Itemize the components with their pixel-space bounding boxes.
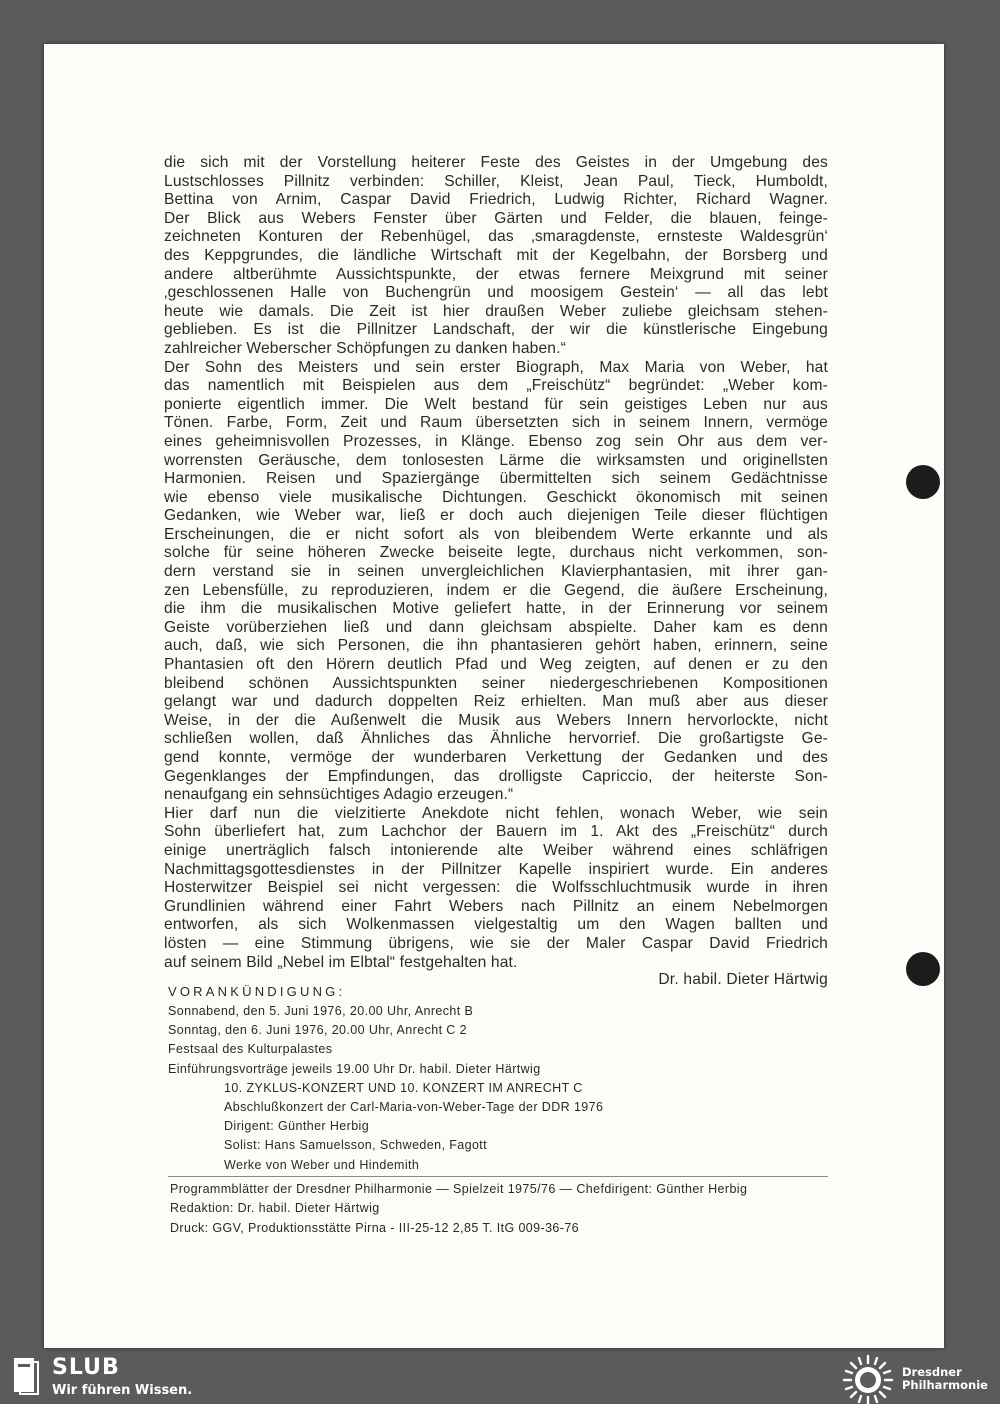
imprint — [170, 1180, 840, 1238]
philharmonie-name — [902, 1366, 988, 1392]
announcement-line: Einführungsvorträge jeweils 19.00 Uhr Dr. habil. Dieter Härtwig — [168, 1061, 541, 1076]
program-line: 10. ZYKLUS-KONZERT UND 10. KONZERT IM ANRECHT C — [224, 1080, 583, 1095]
slub-logo-icon — [12, 1356, 40, 1396]
text-line: das namentlich mit Beispielen aus dem „Freischütz“ begründet: „Weber kom- — [164, 377, 828, 395]
announcement-heading: VORANKÜNDIGUNG: — [168, 984, 346, 999]
text-line: Hier darf nun die vielzitierte Anekdote nicht fehlen, wonach Weber, wie sein — [164, 804, 828, 822]
text-line: wie ebenso viele musikalische Dichtungen. Geschickt ökonomisch mit seinen — [164, 488, 828, 506]
text-line: Nachmittagsgottesdienstes in der Pillnitzer Kapelle inspiriert wurde. Ein anderes — [164, 860, 828, 878]
text-line: gend konnte, vermöge der wunderbaren Verkettung der Gedanken und des — [164, 749, 828, 766]
imprint-line: Programmblätter der Dresdner Philharmonie — Spielzeit 1975/76 — Chefdirigent: Günther Herbig — [170, 1182, 748, 1196]
imprint-line: Druck: GGV, Produktionsstätte Pirna - III-25-12 2,85 T. ItG 009-36-76 — [170, 1220, 580, 1235]
text-line: Hosterwitzer Beispiel sei nicht vergessen: die Wolfsschluchtmusik wurde in ihren — [164, 879, 828, 897]
text-line: schließen wollen, daß Ähnliches das Ähnliche hervorrief. Die großartigste Ge- — [164, 730, 828, 748]
text-line: worrensten Geräusche, dem tonlosesten Lärme die wirksamsten und originellsten — [164, 451, 828, 469]
text-line: gelangt war und dadurch doppelten Reiz erhielten. Man muß aber aus dieser — [164, 693, 828, 711]
author-signature: Dr. habil. Dieter Härtwig — [658, 971, 828, 988]
text-line: Weise, in der die Außenwelt die Musik aus Webers Innern hervorlockte, nicht — [164, 711, 828, 729]
text-line: des Keppgrundes, die ländliche Wirtschaft mit der Kegelbahn, der Borsberg und — [164, 246, 828, 264]
announcement-line: Festsaal des Kulturpalastes — [168, 1042, 333, 1057]
imprint-line: Redaktion: Dr. habil. Dieter Härtwig — [170, 1201, 380, 1216]
philharmonie-logo-icon — [840, 1354, 896, 1404]
text-line: Geiste vorüberziehen ließ und dann gleichsam abspielte. Daher kam es denn — [164, 618, 828, 636]
body-text — [164, 154, 828, 972]
text-line: heute wie damals. Die Zeit ist hier draußen Weber zuliebe gleichsam stehen- — [164, 302, 828, 320]
text-line: Der Sohn des Meisters und sein erster Biograph, Max Maria von Weber, hat — [164, 358, 828, 376]
divider — [168, 1176, 828, 1177]
program-line: Abschlußkonzert der Carl-Maria-von-Weber-Tage der DDR 1976 — [224, 1099, 604, 1114]
philharmonie-name-line: Philharmonie — [902, 1378, 988, 1392]
text-line: Der Blick aus Webers Fenster über Gärten und Felder, die blauen, feinge- — [164, 209, 828, 227]
text-line: zeichneten Konturen der Rebenhügel, das ‚smaragdenste, ernsteste Waldesgrün‘ — [164, 228, 828, 246]
text-line: eines geheimnisvollen Prozesses, in Klänge. Ebenso zog sein Ohr aus dem ver- — [164, 432, 828, 450]
text-line: auch, daß, wie sich Personen, die ihn phantasieren gehört haben, erinnern, seine — [164, 637, 828, 655]
text-line: bleibend schönen Aussichtspunkten seiner niedergeschriebenen Kompositionen — [164, 674, 828, 692]
program-line: Werke von Weber und Hindemith — [224, 1157, 420, 1172]
text-line: ‚geschlossenen Halle von Buchengrün und moosigem Gestein‘ — all das lebt — [164, 284, 828, 302]
announcement — [168, 982, 728, 1175]
text-line: Phantasien oft den Hörern deutlich Pfad und Weg zeigten, auf denen er zu den — [164, 656, 828, 674]
text-line: Bettina von Arnim, Caspar David Friedrich, Ludwig Richter, Richard Wagner. — [164, 191, 828, 209]
text-line: zen Lebensfülle, zu reproduzieren, indem er die Gegend, die äußere Erscheinung, — [164, 581, 828, 599]
text-line: die sich mit der Vorstellung heiterer Feste des Geistes in der Umgebung des — [164, 154, 828, 171]
text-line: dern verstand sie in seinen unvergleichlichen Klavierphantasien, mit ihrer gan- — [164, 563, 828, 581]
text-line: andere altberühmte Aussichtspunkte, der etwas fernere Meixgrund mit seiner — [164, 265, 828, 283]
text-line: entworfen, als sich Wolkenmassen vielgestaltig um den Wagen ballten und — [164, 916, 828, 934]
program-line: Solist: Hans Samuelsson, Schweden, Fagott — [224, 1138, 488, 1153]
punch-hole — [906, 465, 940, 499]
text-line: solche für seine höheren Zwecke beiseite legte, durchaus nicht verkommen, son- — [164, 544, 828, 562]
text-line: Lustschlosses Pillnitz verbinden: Schiller, Kleist, Jean Paul, Tieck, Humboldt, — [164, 172, 828, 190]
text-line: ponierte eigentlich immer. Die Welt bestand für sein geistiges Leben nur aus — [164, 395, 828, 413]
text-line: Gegenklanges der Empfindungen, das drolligste Capriccio, der heiterste Son- — [164, 767, 828, 785]
text-line: lösten — eine Stimmung übrigens, wie sie der Maler Caspar David Friedrich — [164, 934, 828, 952]
text-line: Grundlinien während einer Fahrt Webers nach Pillnitz an einem Nebelmorgen — [164, 897, 828, 915]
text-line: einige unerträglich falsch intonierende alte Weiber während eines schläfrigen — [164, 841, 828, 859]
slub-name: SLUB — [52, 1355, 120, 1380]
text-line: Erscheinungen, die er nicht sofort als von bleibendem Werte erkannte und als — [164, 525, 828, 543]
text-line: Harmonien. Reisen und Spaziergänge übermittelten sich seinem Gedächtnisse — [164, 470, 828, 488]
text-line: Sohn überliefert hat, zum Lachchor der Bauern im 1. Akt des „Freischütz“ durch — [164, 823, 828, 841]
slub-slogan: Wir führen Wissen. — [52, 1383, 193, 1398]
punch-hole — [906, 952, 940, 986]
text-line: die ihm die musikalischen Motive geliefert hatte, in der Erinnerung vor seinem — [164, 600, 828, 618]
program-line: Dirigent: Günther Herbig — [224, 1119, 370, 1134]
philharmonie-name-line: Dresdner — [902, 1365, 962, 1379]
text-line: zahlreicher Weberscher Schöpfungen zu danken haben.“ — [164, 339, 566, 357]
text-line: nenaufgang ein sehnsüchtiges Adagio erzeugen.“ — [164, 786, 514, 804]
text-line: geblieben. Es ist die Pillnitzer Landschaft, der wir die künstlerische Eingebung — [164, 321, 828, 339]
text-line: Tönen. Farbe, Form, Zeit und Raum übersetzten sich in seinem Innern, vermöge — [164, 414, 828, 432]
announcement-line: Sonnabend, den 5. Juni 1976, 20.00 Uhr, Anrecht B — [168, 1004, 474, 1018]
text-line: Gedanken, wie Weber war, ließ er doch auch diejenigen Teile dieser flüchtigen — [164, 507, 828, 525]
announcement-line: Sonntag, den 6. Juni 1976, 20.00 Uhr, Anrecht C 2 — [168, 1023, 467, 1038]
text-line: auf seinem Bild „Nebel im Elbtal“ festgehalten hat. — [164, 953, 518, 971]
